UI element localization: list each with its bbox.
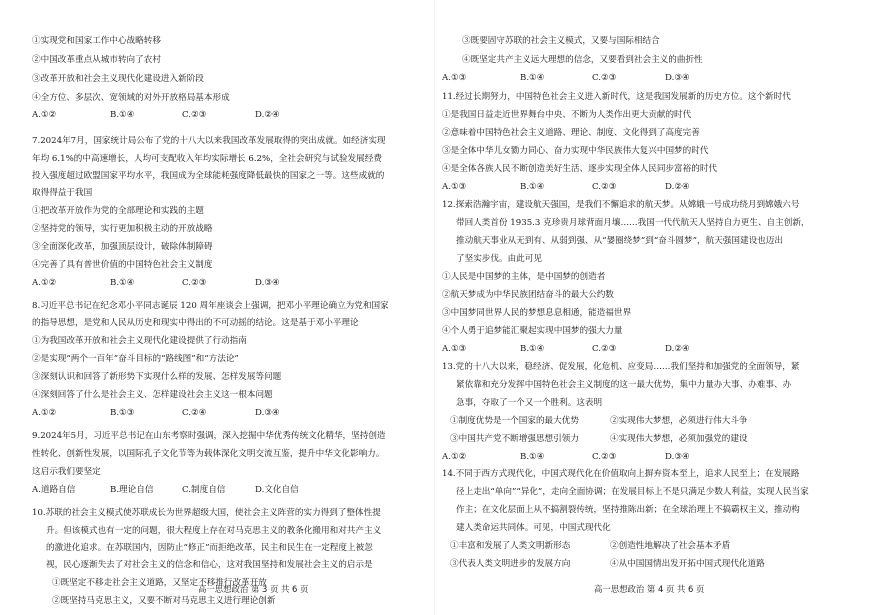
page-4-text-line: ②航天梦成为中华民族团结奋斗的最大公约数 [442, 290, 614, 300]
page-3-text-line: 9.2024年5月，习近平总书记在山东考察时强调，深入挖掘中华优秀传统文化精华，坚持创造 [32, 431, 386, 441]
page-4-text-line: 建人类命运共同体。可见，中国式现代化 [456, 523, 611, 533]
page-3-text-line: ②是实现“两个一百年”奋斗目标的“路线图”和“方法论” [32, 354, 239, 364]
page-3-text-line: ①为我国改革开放和社会主义现代化建设提供了行动指南 [32, 336, 247, 346]
page-4-text-line: ①人民是中国梦的主体，是中国梦的创造者 [442, 272, 606, 282]
answer-option: B.①④ [520, 452, 545, 462]
answer-option: C.②④ [182, 408, 207, 418]
statement-item: ④从中国国情出发开拓中国式现代化道路 [610, 559, 765, 569]
page-4-text-line: 11.经过长期努力，中国特色社会主义进入新时代，这是我国发展新的历史方位。这个新时代 [442, 92, 791, 102]
answer-option: D.文化自信 [255, 485, 299, 495]
answer-option: A.①② [32, 408, 57, 418]
page-3-text-line: 性转化、创新性发展，以国际孔子文化节等为载体深化文明交流互鉴，提升中华文化影响力。 [32, 449, 385, 459]
page-4-text-line: ③既要固守苏联的社会主义模式，又要与国际相结合 [462, 36, 660, 46]
page-4-text-line: 了坚实步伐。由此可见 [456, 254, 542, 264]
answer-option: C.②③ [592, 73, 617, 83]
answer-option: D.②④ [255, 110, 280, 120]
answer-option: D.③④ [255, 278, 280, 288]
page-3-text-line: ②坚持党的领导，实行更加积极主动的开放战略 [32, 224, 213, 234]
page-fold-divider [434, 0, 435, 615]
statement-item: ③中国共产党不断增强思想引领力 [450, 434, 579, 444]
answer-option: A.①② [32, 110, 57, 120]
answer-option: A.①② [32, 278, 57, 288]
statement-item: ④实现伟大梦想，必须加强党的建设 [610, 434, 748, 444]
page-3-text-line: ③改革开放和社会主义现代化建设进入新阶段 [32, 74, 204, 84]
page-3-text-line: 这启示我们要坚定 [32, 467, 101, 477]
answer-option: A.①③ [442, 344, 467, 354]
answer-option: D.③④ [665, 73, 690, 83]
page-4-text-line: 急事，夺取了一个又一个胜利。这表明 [456, 398, 603, 408]
page-4-footer: 高一思想政治 第 4 页 共 6 页 [594, 584, 705, 594]
page-3-text-line: 视，民心逐渐失去了对社会主义的信念和信心，这对我国坚持和发展社会主义的启示是 [46, 560, 373, 570]
answer-option: B.①④ [520, 344, 545, 354]
page-4-text-line: 紧依靠和充分发挥中国特色社会主义制度的这一最大优势，集中力量办大事、办难事、办 [456, 380, 792, 390]
page-4-text-line: ②意味着中国特色社会主义道路、理论、制度、文化得到了高度完善 [442, 128, 700, 138]
page-4-text-line: 12.探索浩瀚宇宙，建设航天强国，是我们不懈追求的航天梦。从嫦娥一号成功绕月到嫦娥六号 [442, 200, 800, 210]
page-3-text-line: ②中国改革重点从城市转向了农村 [32, 55, 161, 65]
page-3-text-line: 投入强度超过欧盟国家平均水平，我国成为全球能耗强度降低最快的国家之一等。这些成就的 [32, 171, 385, 181]
answer-option: D.②④ [665, 182, 690, 192]
page-4-text-line: ③中国梦同世界人民的梦想息息相通，能造福世界 [442, 308, 632, 318]
page-3-text-line: 升。但该模式也有一定的问题，很大程度上存在对马克思主义的教条化搬用和对共产主义 [46, 526, 382, 536]
page-4-text-line: 径上走出“单向”“异化”，走向全面协调；在发展目标上不是只满足少数人利益，实现人民当家 [456, 487, 809, 497]
page-3-text-line: ③全面深化改革，加强顶层设计，破除体制障碍 [32, 242, 213, 252]
answer-option: B.①④ [110, 278, 135, 288]
page-3-text-line: ②既坚持马克思主义，又要不断对马克思主义进行理论创新 [52, 596, 276, 606]
page-3-text-line: 7.2024年7月，国家统计局公布了党的十八大以来我国改革发展取得的突出成就。如经济实现 [32, 136, 386, 146]
statement-item: ③代表人类文明进步的发展方向 [450, 559, 571, 569]
answer-option: D.③④ [665, 452, 690, 462]
answer-option: B.①③ [110, 408, 135, 418]
answer-option: A.①③ [442, 182, 467, 192]
page-4-text-line: ③是全体中华儿女勠力同心、奋力实现中华民族伟大复兴中国梦的时代 [442, 146, 709, 156]
page-3-text-line: 10.苏联的社会主义模式使苏联成长为世界超级大国，使社会主义阵营的实力得到了整体性提 [32, 508, 381, 518]
page-3-footer: 高一思想政治 第 3 页 共 6 页 [198, 584, 309, 594]
answer-option: A.①② [442, 452, 467, 462]
answer-option: C.②③ [592, 344, 617, 354]
page-4-text-line: 推动航天事业从无到有、从弱到强、从“嫢圈绕梦”到“奋斗圆梦”，航天强国建设也迈出 [456, 236, 783, 246]
page-4-text-line: ④是全体各族人民不断创造美好生活、逐步实现全体人民同步富裕的时代 [442, 164, 718, 174]
page-4-column [442, 0, 852, 615]
page-3-text-line: 8.习近平总书记在纪念邓小平同志诞辰 120 周年座谈会上强调，把邓小平理论确立为党和国家 [32, 301, 389, 311]
answer-option: D.②④ [665, 344, 690, 354]
page-3-text-line: ④深刻回答了什么是社会主义、怎样建设社会主义这一根本问题 [32, 390, 273, 400]
statement-item: ①丰富和发展了人类文明新形态 [450, 541, 571, 551]
page-3-text-line: 的指导思想，是党和人民从历史和现实中得出的不可动摇的结论。这是基于邓小平理论 [32, 318, 359, 328]
page-3-text-line: ①实现党和国家工作中心战略转移 [32, 36, 161, 46]
answer-option: A.①③ [442, 73, 467, 83]
page-3-text-line: ①既坚定不移走社会主义道路，又坚定不移推行改革开放 [52, 578, 267, 588]
page-3-text-line: 的激进化追求。在苏联国内，因防止“修正”而拒绝改革，民主和民生在一定程度上被忽 [46, 543, 373, 553]
page-3-text-line: ①把改革开放作为党的全部理论和实践的主题 [32, 206, 204, 216]
page-3-text-line: ③深刻认识和回答了新形势下实现什么样的发展、怎样发展等问题 [32, 372, 282, 382]
page-4-text-line: 带回人类首份 1935.3 克珍贵月球背面月壤……我国一代代航天人坚持自力更生、自主创新， [456, 218, 810, 228]
answer-option: B.①④ [110, 110, 135, 120]
answer-option: C.制度自信 [182, 485, 226, 495]
answer-option: C.②③ [592, 452, 617, 462]
page-3-text-line: ④完善了具有普世价值的中国特色社会主义制度 [32, 260, 213, 270]
answer-option: C.②③ [182, 278, 207, 288]
page-4-text-line: 13.党的十八大以来，稳经济、促发展，化危机、应变局……我们坚持和加强党的全面领导，紧 [442, 362, 800, 372]
page-3-column [32, 0, 442, 615]
page-3-text-line: 取得得益于我国 [32, 188, 93, 198]
page-3-text-line: 年均 6.1%的中高速增长，人均可支配收入年均实际增长 6.2%，全社会研究与试验发展经费 [32, 154, 382, 164]
page-4-text-line: ①是我国日益走近世界舞台中央、不断为人类作出更大贡献的时代 [442, 110, 692, 120]
page-3-text-line: ④全方位、多层次、宽领域的对外开放格局基本形成 [32, 93, 230, 103]
page-4-text-line: ④既坚定共产主义远大理想的信念，又要看到社会主义的曲折性 [462, 55, 703, 65]
answer-option: C.②③ [182, 110, 207, 120]
statement-item: ②创造性地解决了社会基本矛盾 [610, 541, 731, 551]
page-4-text-line: ④个人勇于追梦能汇聚起实现中国梦的强大力量 [442, 326, 623, 336]
answer-option: B.①④ [520, 73, 545, 83]
answer-option: B.①④ [520, 182, 545, 192]
statement-item: ①制度优势是一个国家的最大优势 [450, 416, 579, 426]
answer-option: A.道路自信 [32, 485, 76, 495]
statement-item: ②实现伟大梦想，必须进行伟大斗争 [610, 416, 748, 426]
page-4-text-line: 作主；在文化层面上从不搞割裂传统，坚持推陈出新；在全球治理上不搞霸权主义，推动构 [456, 505, 800, 515]
page-4-text-line: 14.不同于西方式现代化，中国式现代化在价值取向上摒弃资本至上，追求人民至上；在发展路 [442, 469, 800, 479]
answer-option: D.③④ [255, 408, 280, 418]
answer-option: C.②③ [592, 182, 617, 192]
answer-option: B.理论自信 [110, 485, 154, 495]
